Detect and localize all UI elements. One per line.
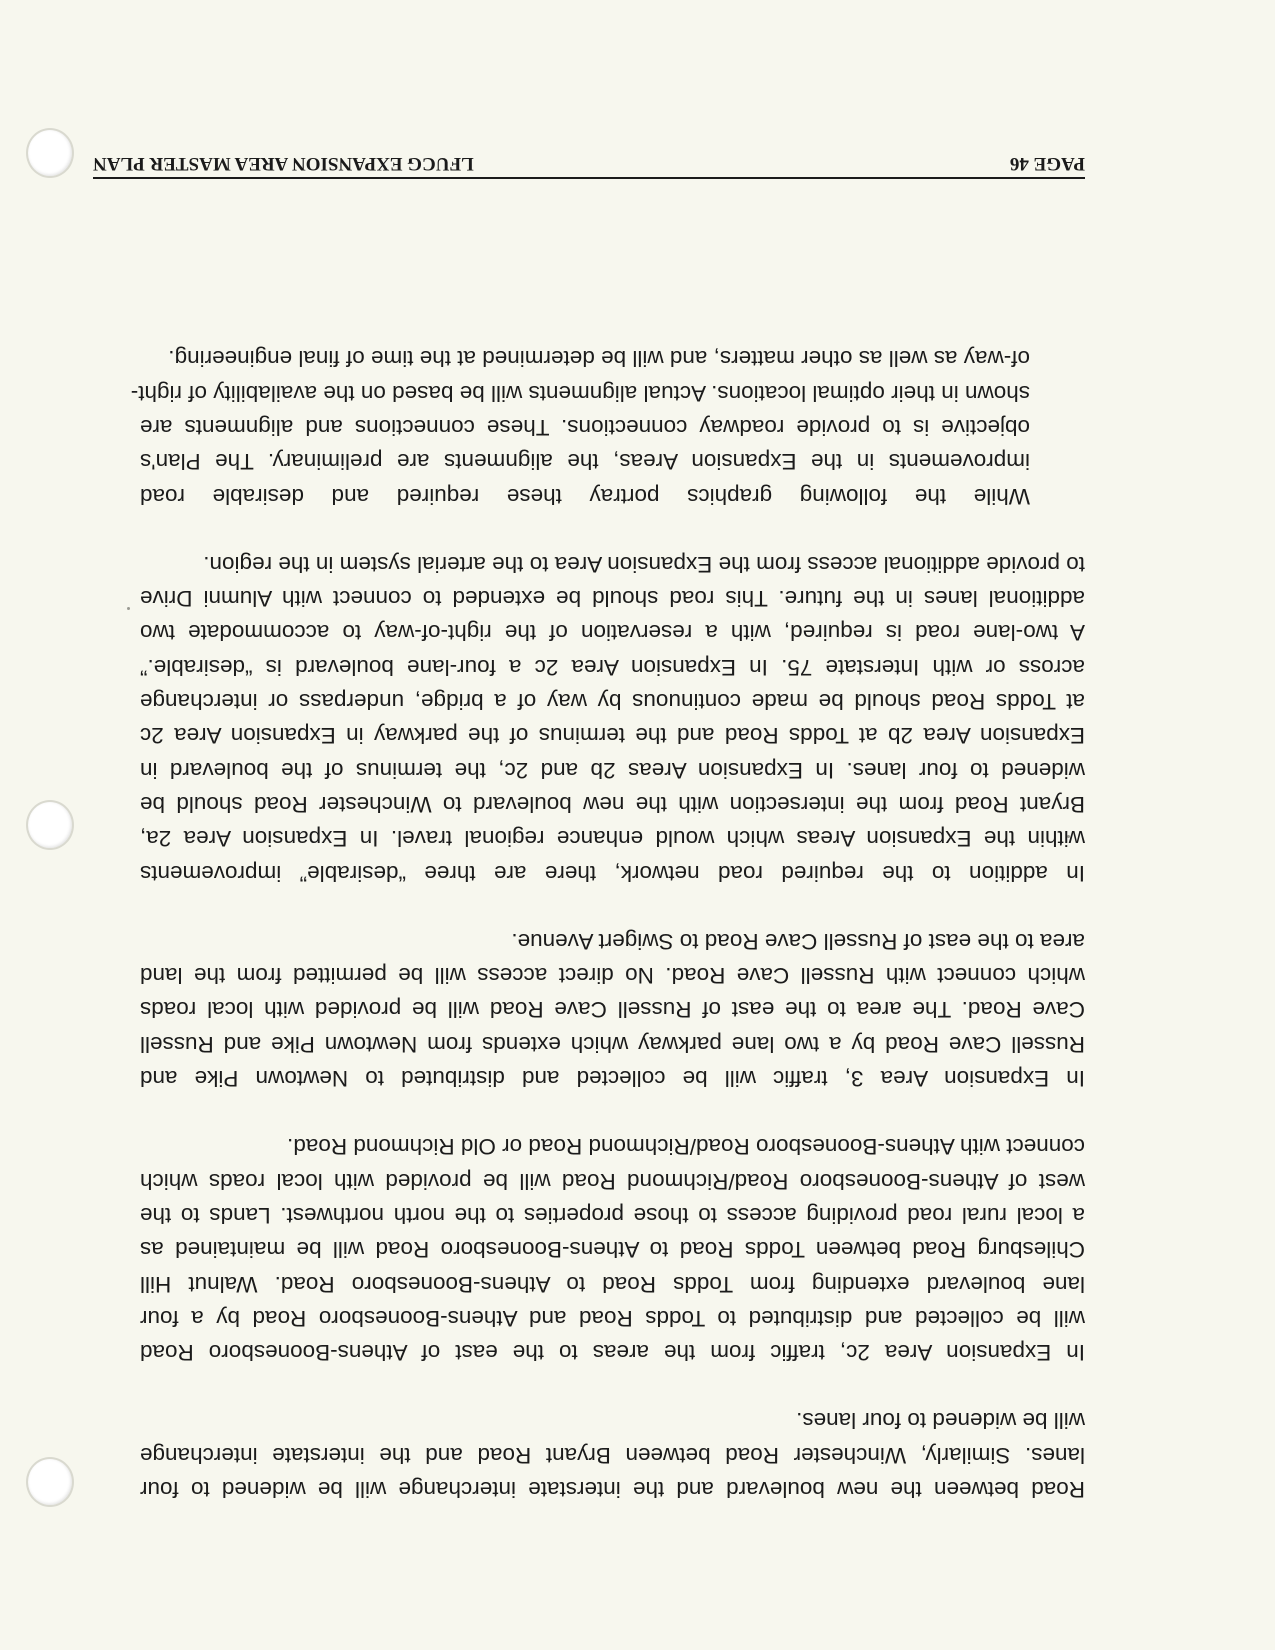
text-line: Expansion Area 2b at Todds Road and the terminus of the parkway in Expansion Area 2c	[140, 723, 1085, 749]
text-line: widened to four lanes. In Expansion Areas 2b and 2c, the terminus of the boulevard in	[140, 757, 1085, 783]
document-title: LFUCG EXPANSION AREA MASTER PLAN	[93, 153, 474, 174]
text-line: connect with Athens-Boonesboro Road/Richmond Road or Old Richmond Road.	[287, 1134, 1085, 1160]
text-line: west of Athens-Boonesboro Road/Richmond Road will be provided with local roads which	[140, 1168, 1085, 1194]
paragraph	[140, 547, 1085, 890]
text-line: lanes. Similarly, Winchester Road between Bryant Road and the interstate interchange	[140, 1442, 1085, 1468]
body-text	[130, 307, 1085, 1506]
text-line: will be widened to four lanes.	[796, 1408, 1085, 1434]
paragraph	[140, 1403, 1085, 1506]
text-line: Road between the new boulevard and the interstate interchange will be widened to four	[140, 1477, 1085, 1502]
text-line: across or with Interstate 75. In Expansion Area 2c a four-lane boulevard is “desirable.”	[140, 654, 1085, 680]
text-line: at Todds Road should be made continuous by way of a bridge, underpass or interchange	[140, 689, 1085, 715]
text-line: Bryant Road from the intersection with the new boulevard to Winchester Road should be	[140, 791, 1085, 817]
text-line: area to the east of Russell Cave Road to Swigert Avenue.	[511, 928, 1085, 954]
text-line: In Expansion Area 2c, traffic from the areas to the east of Athens-Boonesboro Road	[140, 1340, 1085, 1366]
text-line: which connect with Russell Cave Road. No direct access will be permitted from the land	[140, 963, 1085, 989]
text-line: shown in their optimal locations. Actual alignments will be based on the availability of right-	[130, 380, 1030, 406]
page-number: PAGE 46	[1009, 153, 1085, 174]
text-line: will be collected and distributed to Todds Road and Athens-Boonesboro Road by a four	[140, 1305, 1085, 1331]
binder-hole	[26, 128, 74, 178]
text-line: lane boulevard extending from Todds Road to Athens-Boonesboro Road. Walnut Hill	[140, 1271, 1085, 1297]
text-line: to provide additional access from the Expansion Area to the arterial system in the region.	[203, 551, 1085, 577]
text-line: While the following graphics portray these required and desirable road	[140, 483, 1030, 509]
binder-hole	[26, 800, 74, 850]
page-header	[93, 155, 1085, 179]
paragraph	[140, 924, 1085, 1095]
text-line: objective is to provide roadway connections. These connections and alignments are	[140, 414, 1030, 440]
text-line: a local rural road providing access to those properties to the north northwest. Lands to the	[140, 1202, 1085, 1228]
text-line: Chilesburg Road between Todds Road to Athens-Boonesboro Road will be maintained as	[140, 1237, 1085, 1263]
text-line: In addition to the required road network, there are three “desirable” improvements	[140, 860, 1085, 886]
text-line: improvements in the Expansion Areas, the alignments are preliminary. The Plan's	[140, 449, 1030, 475]
text-line: Cave Road. The area to the east of Russell Cave Road will be provided with local roads	[140, 997, 1085, 1023]
scan-speck	[127, 607, 130, 610]
text-line: of-way as well as other matters, and will be determined at the time of final engineering.	[168, 346, 1030, 372]
paragraph	[140, 1129, 1085, 1369]
text-line: within the Expansion Areas which would enhance regional travel. In Expansion Area 2a,	[140, 826, 1085, 852]
text-line: In Expansion Area 3, traffic will be collected and distributed to Newtown Pike and	[140, 1066, 1085, 1092]
text-line: A two-lane road is required, with a reservation of the right-of-way to accommodate two	[140, 620, 1085, 646]
text-line: Russell Cave Road by a two lane parkway which extends from Newtown Pike and Russell	[140, 1031, 1085, 1057]
binder-hole	[26, 1457, 74, 1507]
paragraph	[130, 341, 1085, 512]
text-line: additional lanes in the future. This road should be extended to connect with Alumni Drive	[140, 586, 1085, 612]
